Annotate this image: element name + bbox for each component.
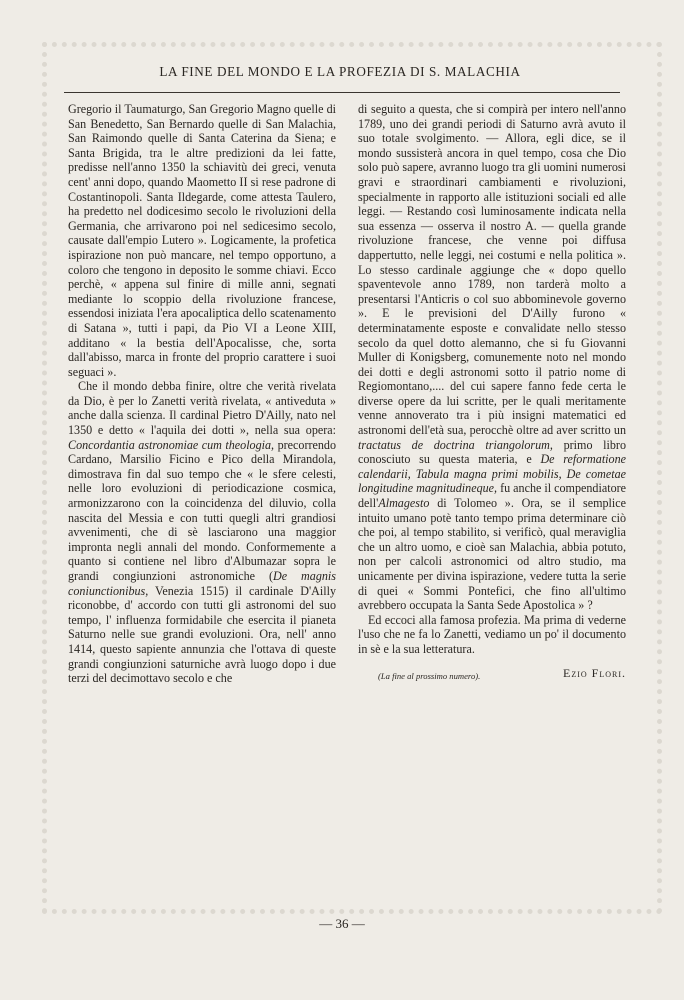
book-title: Concordantia astronomiae cum theologia, (68, 437, 275, 452)
text-run: primo libro conosciuto su questa materia, e (358, 437, 627, 467)
book-title: Almagesto (378, 496, 430, 511)
right-paragraph-2: Ed eccoci alla famosa profezia. Ma prima di vederne l'uso che ne fa lo Zanetti, vediamo un po' il documento in sè e la sua letteratura. (358, 612, 626, 656)
text-run: precorrendo Cardano, Marsilio Ficino e Pico della Mirandola, dimostrava fin dal suo tempo che « le sfere celesti, nelle loro evoluzioni di periodicazione cosmica, armonizzarono con la coincidenza del diluvio, colla nascita del Messia e con tutti quegli altri grandiosi avvenimenti, che di sè lasciarono una maggior impronta negli annali del mondo. Conformemente a quanto si contiene nel libro d'Albumazar sopra le grandi congiunzioni astronomiche ( (68, 437, 337, 583)
book-title: tractatus de doctrina triangolorum, (358, 437, 553, 452)
right-paragraph-1 (358, 102, 626, 613)
page-number: — 36 — (319, 916, 365, 931)
header-rule (64, 92, 620, 93)
text-run: di seguito a questa, che si compirà per intero nell'anno 1789, uno dei grandi periodi di Saturno avrà avuto il suo totale svolgimento. — Allora, egli dice, se il mondo sussisterà ancora in quel tempo, cosa che Dio solo può sapere, avranno luogo tra gli uomini numerosi gravi e straordinari cambiamenti e rivoluzioni, specialmente in rapporto alle istituzioni sociali ed alle leggi. — Restando così luminosamente indicata nella sua essenza — osserva il nostro A. — quella grande rivoluzione francese, che venne poi diffusa dappertutto, nelle leggi, nei costumi e nella politica ». Lo stesso cardinale aggiunge che « dopo quello spaventevole anno 1789, non tarderà molto a presentarsi l'Anticris o col suo abbominevole governo ». E le previsioni del D'Ailly furono « determinatamente esposte e convalidate nello stesso secolo da quel dotto alemanno, che si fu Giovanni Muller di Konigsberg, comunemente noto nel mondo dei dotti e degli astronomi sotto il patrio nome di Regiomontano,.... del cui sapere fanno fede certa le diverse opere da lui scritte, per le quali meritamente venne annoverato tra i più insigni matematici ed astronomi dell'età sua, perocchè oltre ad aver scritto un (358, 102, 626, 438)
text-run: di Tolomeo ». Ora, se il semplice intuito umano potè tanto tempo prima determinare ciò che poi, al tempo stabilito, si verificò, qual meraviglia che un altro uomo, e cioè san Malachia, abbia potuto, non per calcoli astronomici od altro studio, ma unicamente per divina ispirazione, vedere tutta la serie di quei « Sommi Pontefici, che fino all'ultimo avrebbero occupata la Santa Sede Apostolica » ? (358, 496, 626, 613)
left-paragraph-1: Gregorio il Taumaturgo, San Gregorio Magno quelle di San Benedetto, San Bernardo quelle di San Malachia, San Raimondo quelle di Santa Caterina da Siena; e Santa Brigida, tra le altre predizioni da lei fatte, predisse nell'anno 1350 la schiavitù dei greci, venuta cent' anni dopo, quando Maometto II si rese padrone di Costantinopoli. Santa Ildegarde, come attesta Taulero, ha predetto nel dodicesimo secolo le rivoluzioni della Germania, che arrivarono poi nel sedicesimo secolo, causate dall'empio Lutero ». Logicamente, la profetica ispirazione non può mancare, nel tempo opportuno, a coloro che tengono in deposito le somme chiavi. Ecco perchè, « appena sul finire di mille anni, segnati mediante lo scoppio della rivoluzione francese, essendosi iniziata l'era apocaliptica dello scatenamento di Satana », tutti i papi, da Pio VI a Leone XIII, additano « la bestia dell'Apocalisse, che, sorta dall'abisso, marca in fronte del proprio carattere i suoi seguaci ». (68, 102, 336, 379)
right-column (358, 102, 626, 686)
text-run: Che il mondo debba finire, oltre che verità rivelata da Dio, è per lo Zanetti verità rivelata, « antiveduta » anche dalla scienza. Il cardinal Pietro D'Ailly, nato nel 1350 e detto « l'aquila dei dotti », nella sua opera: (68, 379, 336, 438)
continued-note: (La fine al prossimo numero). (378, 670, 481, 681)
author-signature: Ezio Flori. (563, 665, 626, 680)
left-column (68, 102, 336, 686)
book-title: De magnis coniunctionibus, (68, 569, 336, 598)
text-run: fu anche il compendiatore dell' (358, 481, 627, 511)
text-run: Venezia 1515) il cardinale D'Ailly riconobbe, d' accordo con tutti gli astronomi del suo tempo, l' influenza formidabile che esercita il pianeta Saturno nelle sue grandi evoluzioni. Ora, nell' anno 1414, questo sapiente annunzia che l'ottava di queste grandi congiunzioni saturniche avrà luogo dopo i due terzi del decimottavo secolo e che (68, 583, 336, 686)
running-title: LA FINE DEL MONDO E LA PROFEZIA DI S. MALACHIA (159, 64, 521, 79)
book-title: De reformatione calendarii, Tabula magna primi mobilis, De cometae longitudine magnitudineque, (358, 452, 627, 496)
left-paragraph-2 (68, 379, 336, 685)
article-closing (358, 666, 626, 686)
